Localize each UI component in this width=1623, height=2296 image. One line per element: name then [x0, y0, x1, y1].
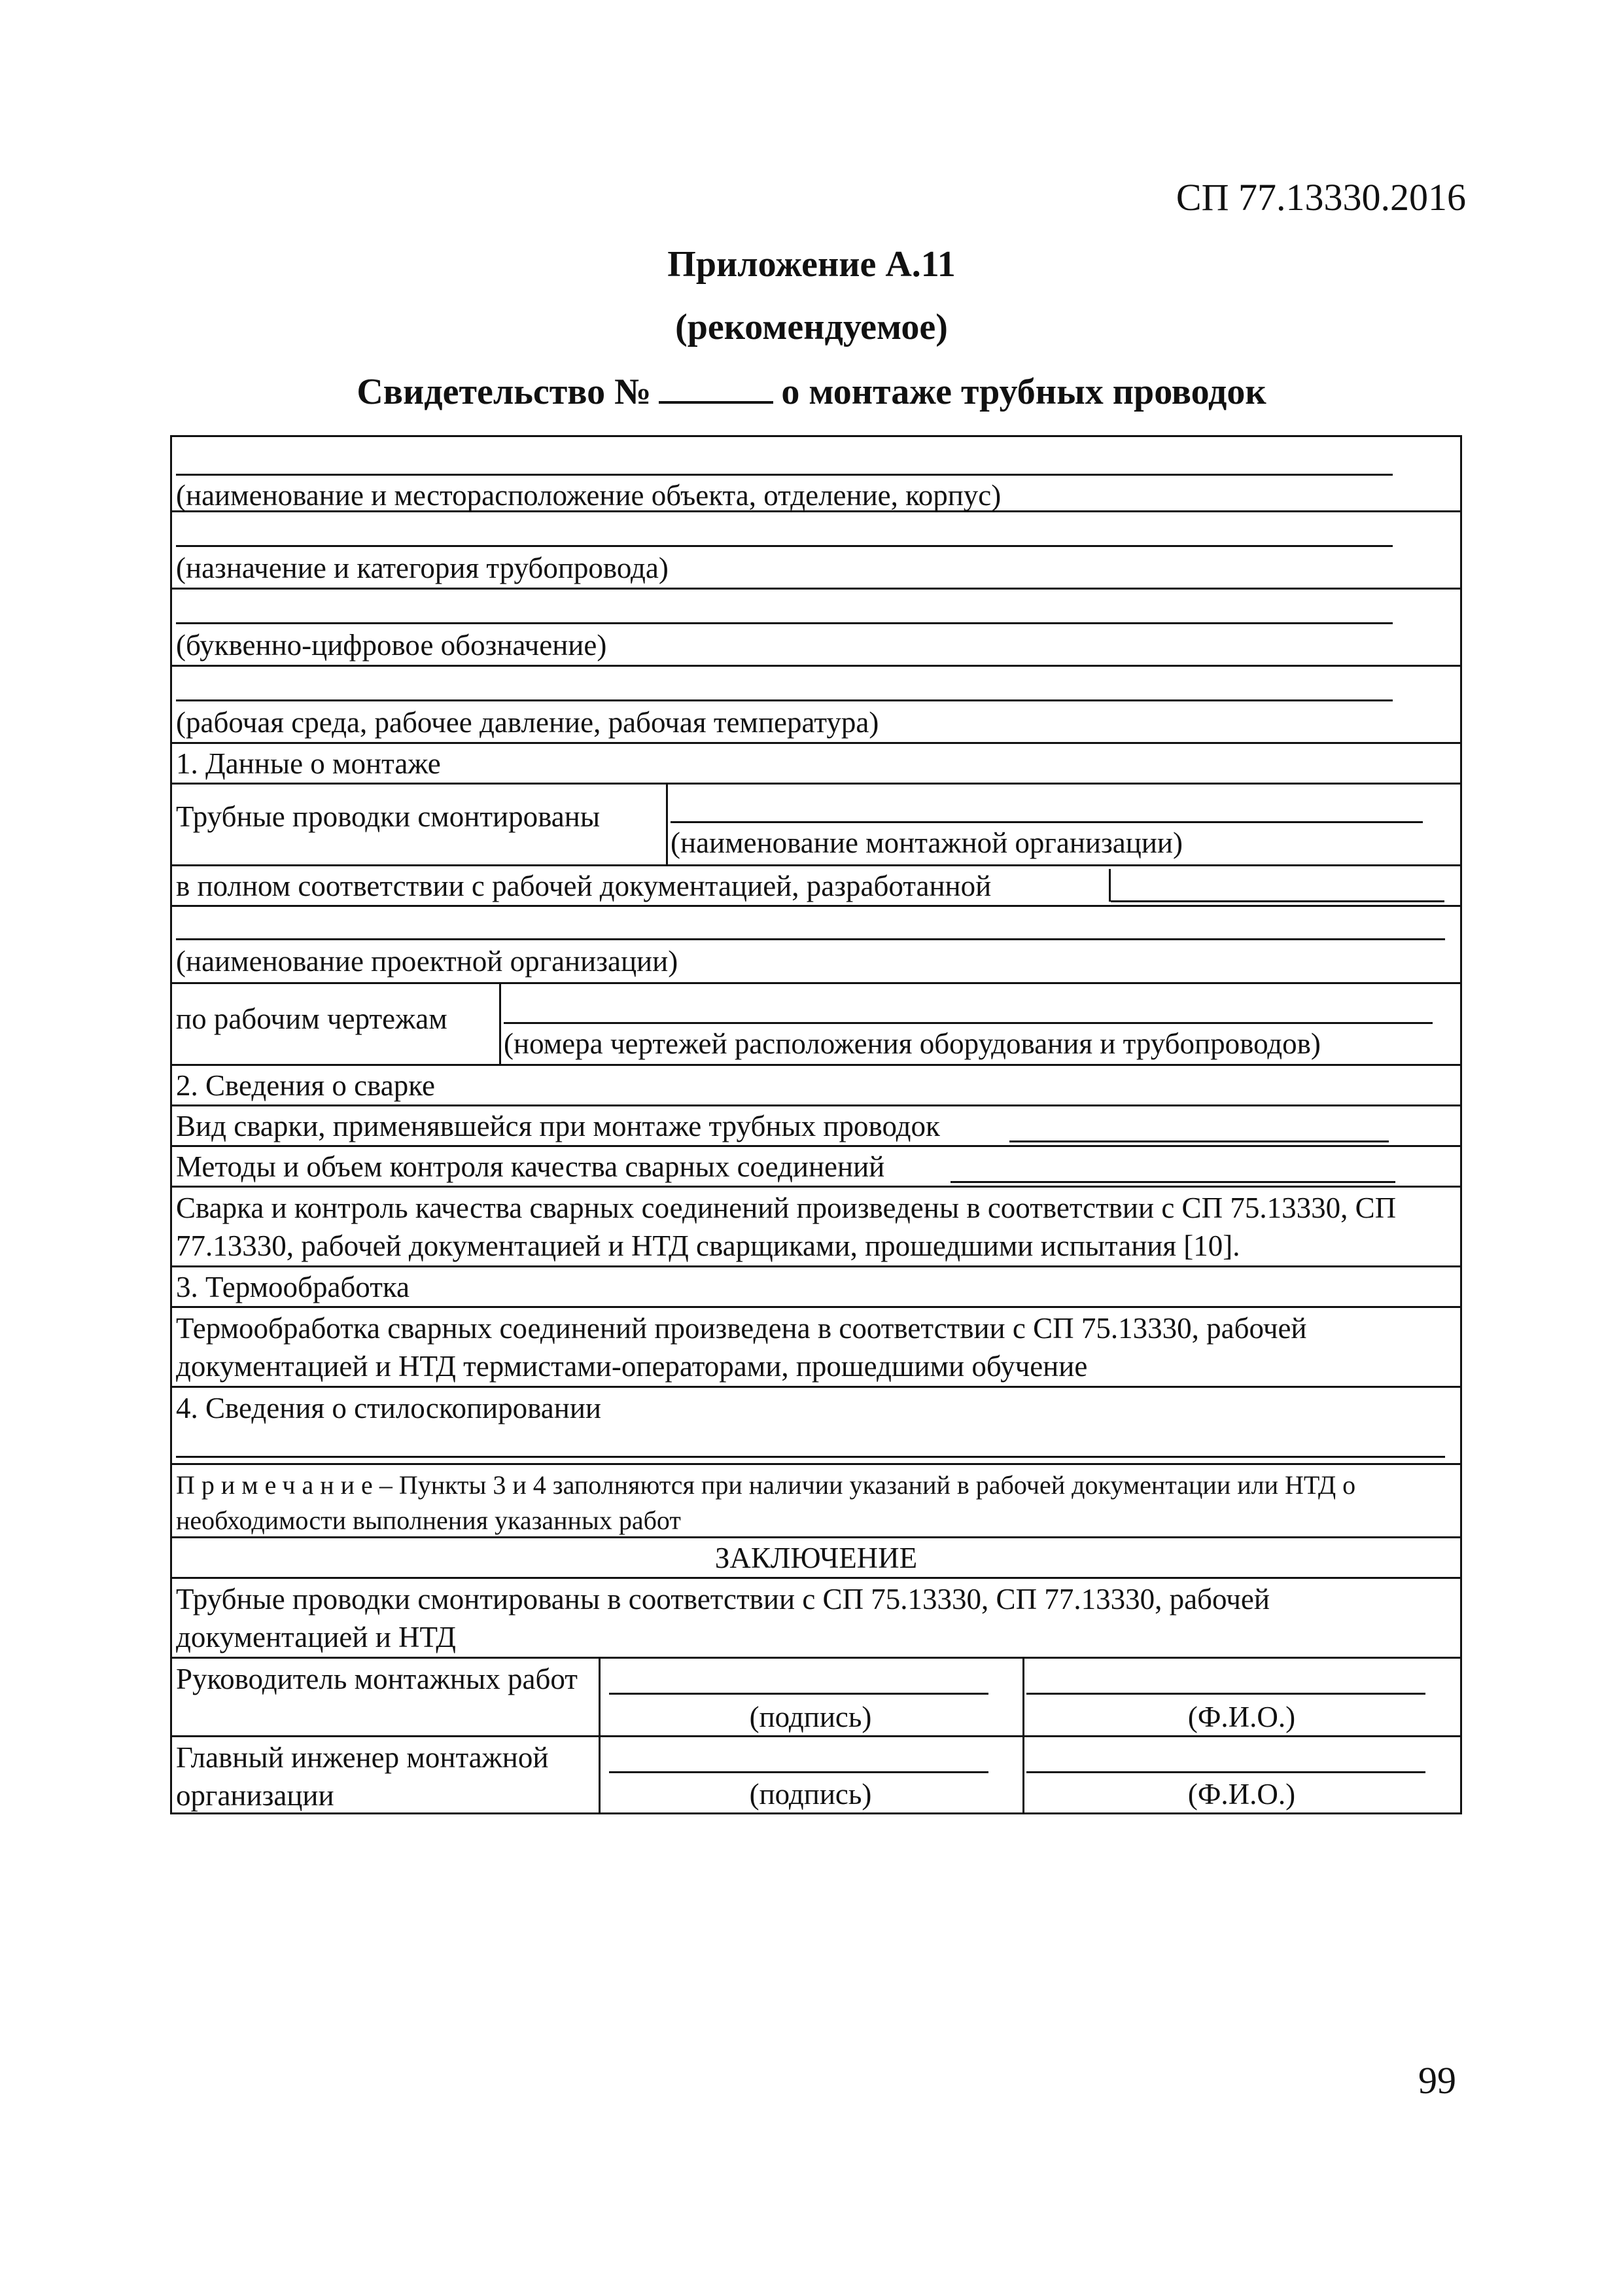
sign1-signature-field[interactable]: [609, 1693, 988, 1695]
section-4-title: 4. Сведения о стилоскопировании: [176, 1392, 601, 1424]
sign1-name-field[interactable]: [1026, 1693, 1425, 1695]
sign1-name-caption: (Ф.И.О.): [1187, 1701, 1296, 1733]
certificate-title-left: Свидетельство №: [357, 372, 652, 412]
note-row: [170, 1465, 1462, 1538]
sign2-signature-field[interactable]: [609, 1771, 988, 1773]
purpose-caption: (назначение и категория трубопровода): [176, 552, 669, 584]
drawings-field[interactable]: [504, 1022, 1433, 1024]
drawings-label: по рабочим чертежам: [176, 1002, 447, 1035]
certificate-number-field[interactable]: [659, 370, 773, 404]
welding-type-field[interactable]: [1009, 1140, 1389, 1142]
mounted-divider: [666, 785, 668, 864]
purpose-row: [170, 512, 1462, 590]
conclusion-row: [170, 1579, 1462, 1659]
design-org-inline-field[interactable]: [1111, 900, 1444, 902]
sign2-name-caption: (Ф.И.О.): [1187, 1778, 1296, 1810]
conclusion-title-row: [170, 1538, 1462, 1579]
drawings-divider: [499, 984, 501, 1064]
mounted-label: Трубные проводки смонтированы: [176, 800, 601, 833]
section-4-row: [170, 1388, 1462, 1465]
certificate-form: [170, 435, 1462, 1812]
sign2-signature-caption: (подпись): [749, 1778, 872, 1810]
welding-type-row: [170, 1106, 1462, 1147]
sign1-role: Руководитель монтажных работ: [176, 1663, 578, 1695]
mounting-org-field[interactable]: [671, 821, 1423, 823]
section-3-title: 3. Термообработка: [176, 1271, 410, 1303]
designation-caption: (буквенно-цифровое обозначение): [176, 629, 607, 662]
stiloscopy-field[interactable]: [176, 1456, 1445, 1458]
note-label: Примечание: [176, 1470, 379, 1500]
heat-statement-row: [170, 1308, 1462, 1388]
appendix-title: Приложение А.11: [667, 244, 956, 285]
section-3-row: [170, 1267, 1462, 1308]
medium-caption: (рабочая среда, рабочее давление, рабочая температура): [176, 706, 879, 739]
control-methods-label: Методы и объем контроля качества сварных соединений: [176, 1150, 885, 1183]
designation-field[interactable]: [176, 622, 1393, 624]
compliance-text: в полном соответствии с рабочей документацией, разработанной: [176, 870, 992, 902]
drawings-caption: (номера чертежей расположения оборудования и трубопроводов): [504, 1027, 1321, 1060]
control-methods-row: [170, 1147, 1462, 1188]
signature-row-1: [170, 1659, 1462, 1737]
design-org-caption: (наименование проектной организации): [176, 945, 678, 978]
note-body: – Пункты 3 и 4 заполняются при наличии указаний в рабочей документации или НТД о необходимости выполнения указанных работ: [176, 1470, 1356, 1535]
sign2-role: Главный инженер монтажной организации: [176, 1741, 549, 1812]
designation-row: [170, 590, 1462, 667]
page-number: 99: [1418, 2059, 1456, 2102]
appendix-status: (рекомендуемое): [675, 307, 948, 347]
note-text: [176, 1468, 1456, 1538]
drawings-row: [170, 984, 1462, 1066]
section-1-row: [170, 744, 1462, 785]
welding-statement: Сварка и контроль качества сварных соединений произведены в соответствии с СП 75.13330, СП 77.13330, рабочей документацией и НТД сварщиками, прошедшими испытания [10].: [176, 1192, 1397, 1262]
document-code: СП 77.13330.2016: [1176, 176, 1466, 219]
section-2-title: 2. Сведения о сварке: [176, 1069, 435, 1102]
purpose-field[interactable]: [176, 545, 1393, 547]
welding-statement-row: [170, 1188, 1462, 1267]
conclusion-text: Трубные проводки смонтированы в соответствии с СП 75.13330, СП 77.13330, рабочей документацией и НТД: [176, 1583, 1270, 1653]
control-methods-field[interactable]: [951, 1181, 1395, 1183]
certificate-title-right: о монтаже трубных проводок: [781, 372, 1266, 412]
welding-type-label: Вид сварки, применявшейся при монтаже трубных проводок: [176, 1110, 940, 1142]
design-org-field[interactable]: [176, 938, 1445, 940]
object-field[interactable]: [176, 474, 1393, 476]
object-caption: (наименование и месторасположение объекта, отделение, корпус): [176, 479, 1002, 512]
section-2-row: [170, 1066, 1462, 1106]
medium-row: [170, 667, 1462, 744]
compliance-row: [170, 866, 1462, 907]
sign1-signature-caption: (подпись): [749, 1701, 872, 1733]
mounted-row: [170, 785, 1462, 866]
medium-field[interactable]: [176, 699, 1393, 701]
section-1-title: 1. Данные о монтаже: [176, 747, 441, 780]
sign2-name-field[interactable]: [1026, 1771, 1425, 1773]
certificate-title: [0, 370, 1623, 413]
signature-row-2: [170, 1737, 1462, 1814]
conclusion-title: ЗАКЛЮЧЕНИЕ: [714, 1542, 918, 1574]
object-row: [170, 435, 1462, 512]
mounting-org-caption: (наименование монтажной организации): [671, 826, 1183, 859]
heat-statement: Термообработка сварных соединений произведена в соответствии с СП 75.13330, рабочей документацией и НТД термистами-операторами, прошедшими обучение: [176, 1312, 1307, 1383]
design-org-row: [170, 907, 1462, 984]
compliance-divider: [1109, 869, 1111, 902]
